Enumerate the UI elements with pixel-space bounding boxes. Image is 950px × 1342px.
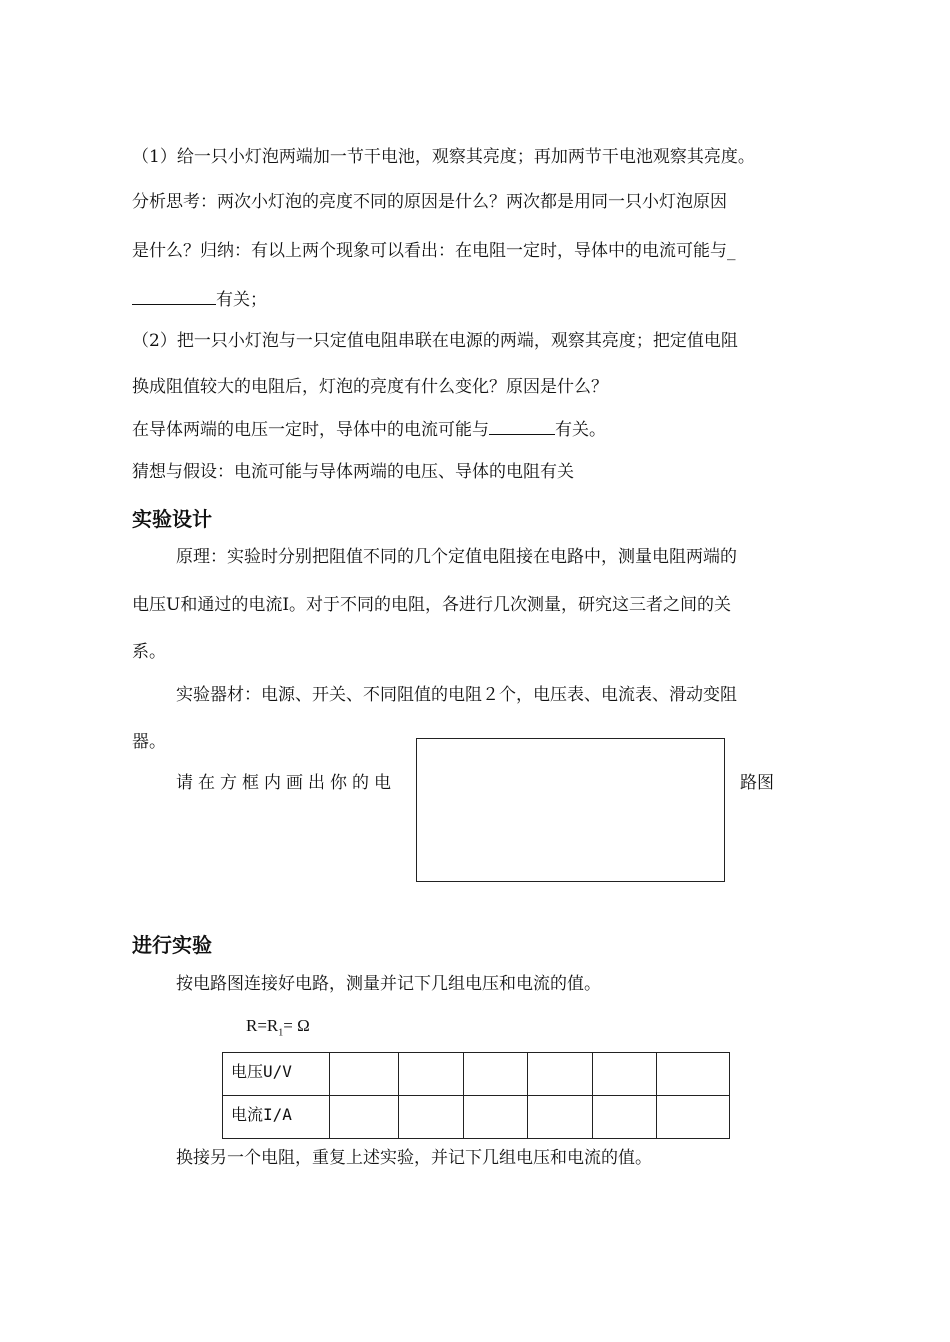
- formula-r: R=R: [246, 1016, 279, 1035]
- conclusion-suffix: 有关。: [555, 420, 606, 440]
- table-cell[interactable]: [528, 1096, 593, 1139]
- formula-subscript: 1: [278, 1027, 284, 1039]
- draw-prompt-text: 请在方框内画出你的电: [176, 773, 396, 793]
- table-cell[interactable]: [593, 1053, 657, 1096]
- principle-text-line-1: 原理：实验时分别把阻值不同的几个定值电阻接在电路中，测量电阻两端的: [176, 547, 737, 567]
- question-2-text-line-1: （2）把一只小灯泡与一只定值电阻串联在电源的两端，观察其亮度；把定值电阻: [132, 331, 738, 351]
- table-row: [223, 1053, 730, 1096]
- section-heading-design: 实验设计: [132, 507, 212, 531]
- analysis-text-line-3: [132, 288, 267, 311]
- question-1-text: （1）给一只小灯泡两端加一节干电池，观察其亮度；再加两节干电池观察其亮度。: [132, 147, 755, 167]
- section-heading-experiment: 进行实验: [132, 933, 212, 957]
- table-cell[interactable]: [657, 1096, 730, 1139]
- hypothesis-text: 猜想与假设：电流可能与导体两端的电压、导体的电阻有关: [132, 462, 574, 482]
- row-header-voltage: 电压U/V: [223, 1053, 330, 1096]
- table-cell[interactable]: [399, 1096, 464, 1139]
- resistance-formula: [246, 1016, 310, 1038]
- draw-prompt-suffix: 路图: [740, 773, 774, 793]
- formula-tail: = Ω: [283, 1016, 310, 1035]
- table-cell[interactable]: [464, 1096, 528, 1139]
- table-cell[interactable]: [464, 1053, 528, 1096]
- analysis-text-line-1: 分析思考：两次小灯泡的亮度不同的原因是什么？两次都是用同一只小灯泡原因: [132, 192, 727, 212]
- table-cell[interactable]: [330, 1096, 399, 1139]
- circuit-drawing-box[interactable]: [416, 738, 725, 882]
- equipment-text-line-1: 实验器材：电源、开关、不同阻值的电阻２个，电压表、电流表、滑动变阻: [176, 685, 737, 705]
- table-cell[interactable]: [528, 1053, 593, 1096]
- table-cell[interactable]: [593, 1096, 657, 1139]
- conclusion-prefix: 在导体两端的电压一定时，导体中的电流可能与: [132, 420, 489, 440]
- table-cell[interactable]: [657, 1053, 730, 1096]
- answer-blank-1[interactable]: [132, 288, 216, 305]
- measurement-table: [222, 1052, 730, 1139]
- row-header-current: 电流I/A: [223, 1096, 330, 1139]
- table-row: [223, 1096, 730, 1139]
- question-2-text-line-2: 换成阻值较大的电阻后，灯泡的亮度有什么变化？原因是什么？: [132, 377, 608, 397]
- principle-text-line-3: 系。: [132, 642, 166, 662]
- repeat-instruction: 换接另一个电阻，重复上述实验，并记下几组电压和电流的值。: [176, 1148, 652, 1168]
- answer-blank-2[interactable]: [489, 418, 555, 435]
- principle-text-line-2: 电压U和通过的电流I。对于不同的电阻，各进行几次测量，研究这三者之间的关: [132, 595, 732, 615]
- conclusion-text: [132, 418, 606, 441]
- table-cell[interactable]: [330, 1053, 399, 1096]
- analysis-text-line-2: 是什么？归纳：有以上两个现象可以看出：在电阻一定时，导体中的电流可能与_: [132, 241, 736, 261]
- table-cell[interactable]: [399, 1053, 464, 1096]
- equipment-text-line-2: 器。: [132, 732, 166, 752]
- experiment-instruction: 按电路图连接好电路，测量并记下几组电压和电流的值。: [176, 974, 601, 994]
- blank-1-suffix: 有关；: [216, 290, 267, 310]
